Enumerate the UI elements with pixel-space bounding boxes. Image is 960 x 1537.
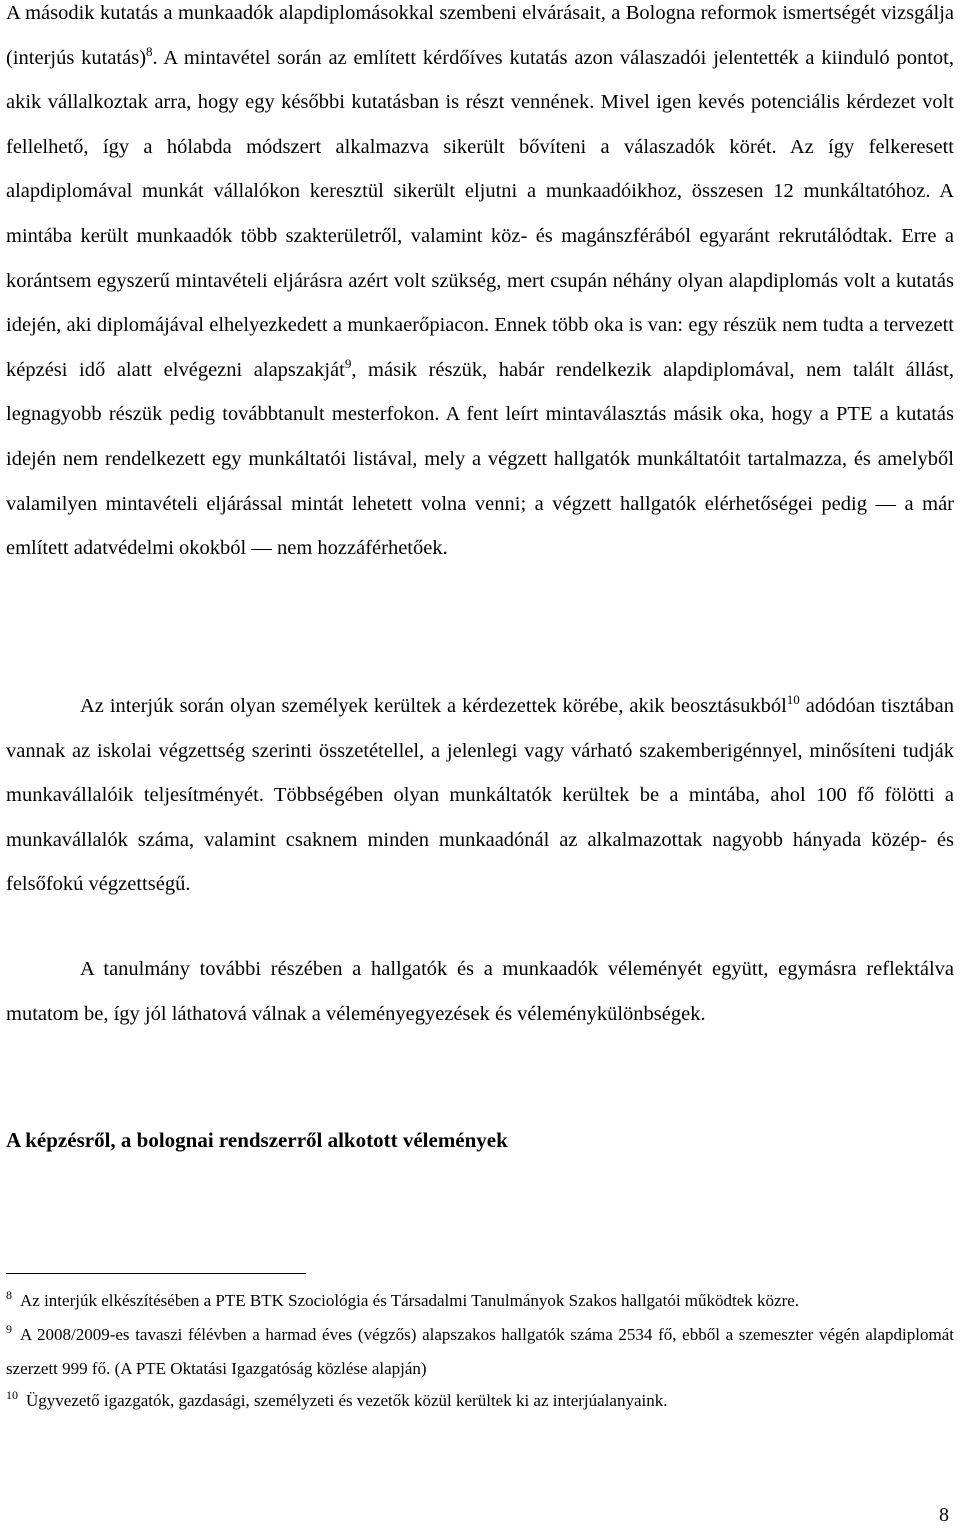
footnote-ref-9[interactable]: 9	[344, 355, 352, 371]
paragraph-study-outline: A tanulmány további részében a hallgatók és a munkaadók véleményét együtt, egymásra reflektálva mutatom be, így jól láthatová válnak a véleményegyezések és véleménykülönbségek.	[6, 958, 954, 1025]
paragraph-text: A második kutatás a munkaadók alapdiplomásokkal szembeni elvárásait, a Bologna reformok ismertségét vizsgálja (interjús kutatás)	[6, 2, 954, 69]
paragraph-interviewees	[6, 684, 954, 907]
footnote-number: 10	[6, 1388, 18, 1402]
page-number: 8	[939, 1504, 949, 1526]
footnote-ref-10[interactable]: 10	[786, 692, 800, 708]
footnote-ref-8[interactable]: 8	[146, 43, 153, 59]
footnote-8	[6, 1284, 954, 1318]
footnote-separator	[6, 1273, 306, 1274]
footnote-number: 8	[6, 1288, 12, 1302]
section-heading: A képzésről, a bolognai rendszerről alkotott vélemények	[6, 1128, 508, 1152]
footnote-10	[6, 1384, 954, 1418]
footnote-text: A 2008/2009-es tavaszi félévben a harmad éves (végzős) alapszakos hallgatók száma 2534 fő, ebből a szemeszter végén alapdiplomát szerzett 999 fő. (A PTE Oktatási Igazgatóság közlése alapján)	[6, 1325, 954, 1378]
footnote-text: Ügyvezető igazgatók, gazdasági, személyzeti és vezetők közül kerültek ki az interjúalanyaink.	[26, 1391, 668, 1410]
footnote-number: 9	[6, 1322, 12, 1336]
paragraph-sampling	[6, 0, 954, 571]
paragraph-text: Az interjúk során olyan személyek kerültek a kérdezettek körébe, akik beosztásukból	[80, 695, 787, 717]
footnotes	[6, 1284, 954, 1418]
paragraph-text: adódóan tisztában vannak az iskolai végzettség szerinti összetétellel, a jelenlegi vagy várható szakemberigénnyel, minősíteni tudják munkavállalóik teljesítményét. Többségében olyan munkáltatók kerültek be a mintába, ahol 100 fő fölötti a munkavállalók száma, valamint csaknem minden munkaadónál az alkalmazottak nagyobb hányada közép- és felsőfokú végzettségű.	[6, 695, 954, 896]
footnote-9	[6, 1318, 954, 1386]
footnote-text: Az interjúk elkészítésében a PTE BTK Szociológia és Társadalmi Tanulmányok Szakos hallgatói működtek közre.	[20, 1291, 800, 1310]
paragraph-text: , másik részük, habár rendelkezik alapdiplomával, nem talált állást, legnagyobb részük pedig továbbtanult mesterfokon. A fent leírt mintaválasztás másik oka, hogy a PTE a kutatás idején nem rendelkezett egy munkáltatói listával, mely a végzett hallgatók munkáltatóit tartalmazza, és amelyből valamilyen mintavételi eljárással mintát lehetett volna venni; a végzett hallgatók elérhetőségei pedig — a már említett adatvédelmi okokból — nem hozzáférhetőek.	[6, 358, 954, 560]
paragraph-text: . A mintavétel során az említett kérdőíves kutatás azon válaszadói jelentették a kiinduló pontot, akik vállalkoztak arra, hogy egy későbbi kutatásban is részt vennének. Mivel igen kevés potenciális kérdezet volt fellelhető, így a hólabda módszert alkalmazva sikerült bővíteni a válaszadók körét. Az így felkeresett alapdiplomával munkát vállalókon keresztül sikerült eljutni a munkaadóikhoz, összesen 12 munkáltatóhoz. A mintába került munkaadók több szakterületről, valamint köz- és magánszférából egyaránt rekrutálódtak. Erre a korántsem egyszerű mintavételi eljárásra azért volt szükség, mert csupán néhány olyan alapdiplomás volt a kutatás idején, aki diplomájával elhelyezkedett a munkaerőpiacon. Ennek több oka is van: egy részük nem tudta a tervezett képzési idő alatt elvégezni alapszakját	[6, 46, 954, 381]
